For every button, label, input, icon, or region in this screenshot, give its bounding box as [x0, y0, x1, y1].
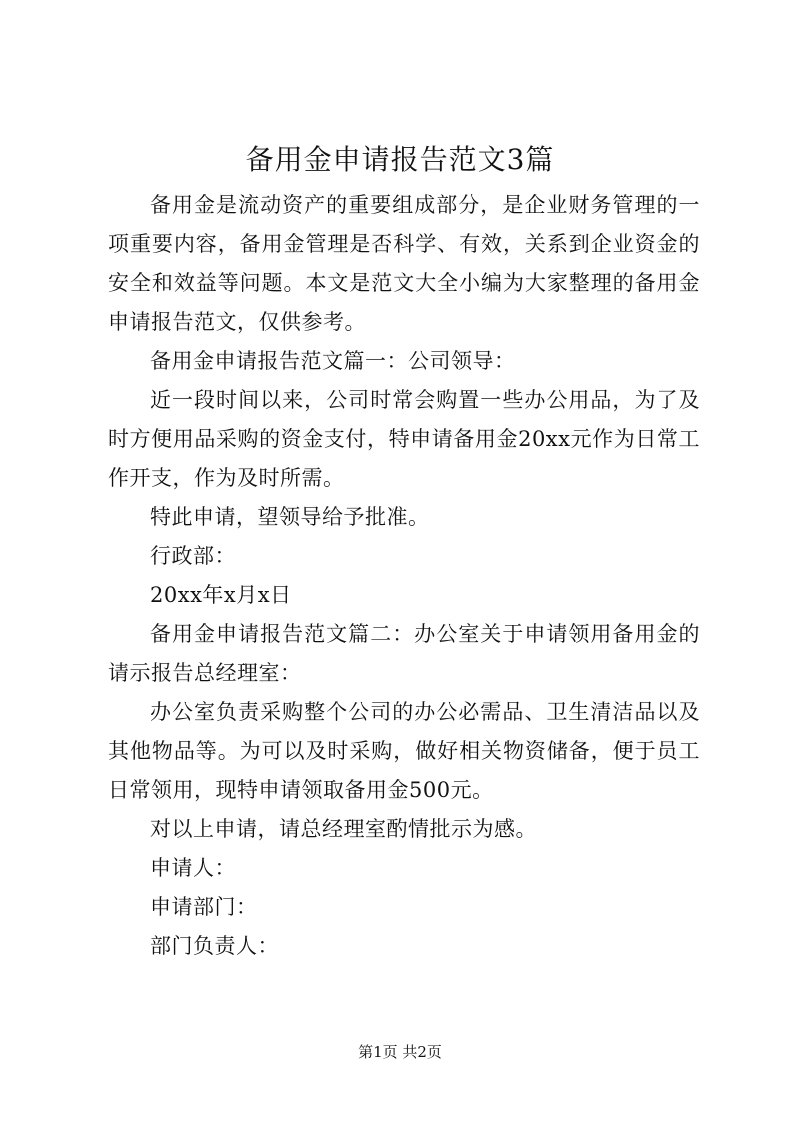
paragraph-request-one: 近一段时间以来，公司时常会购置一些办公用品，为了及时方便用品采购的资金支付，特申请备用金20xx元作为日常工作开支，作为及时所需。	[108, 388, 700, 490]
paragraph-approval-one: 特此申请，望领导给予批准。	[150, 505, 430, 529]
paragraph-heading-two: 备用金申请报告范文篇二：办公室关于申请领用备用金的请示报告总经理室：	[108, 622, 700, 685]
paragraph-applicant: 申请人：	[150, 856, 236, 880]
paragraph-intro: 备用金是流动资产的重要组成部分，是企业财务管理的一项重要内容，备用金管理是否科学、有效，关系到企业资金的安全和效益等问题。本文是范文大全小编为大家整理的备用金申请报告范文，仅供参考。	[108, 193, 700, 334]
page-title: 备用金申请报告范文3篇	[245, 143, 555, 176]
paragraph-heading-one: 备用金申请报告范文篇一：公司领导：	[150, 349, 516, 373]
paragraph-department-one: 行政部：	[150, 544, 236, 568]
paragraph-date-one: 20xx年x月x日	[150, 583, 292, 607]
document-body	[108, 186, 700, 966]
paragraph-approval-two: 对以上申请，请总经理室酌情批示为感。	[150, 817, 537, 841]
paragraph-applicant-department: 申请部门：	[150, 895, 258, 919]
paragraph-request-two: 办公室负责采购整个公司的办公必需品、卫生清洁品以及其他物品等。为可以及时采购，做好相关物资储备，便于员工日常领用，现特申请领取备用金500元。	[108, 700, 700, 802]
paragraph-department-head: 部门负责人：	[150, 934, 279, 958]
page-footer: 第1页 共2页	[358, 1043, 442, 1061]
